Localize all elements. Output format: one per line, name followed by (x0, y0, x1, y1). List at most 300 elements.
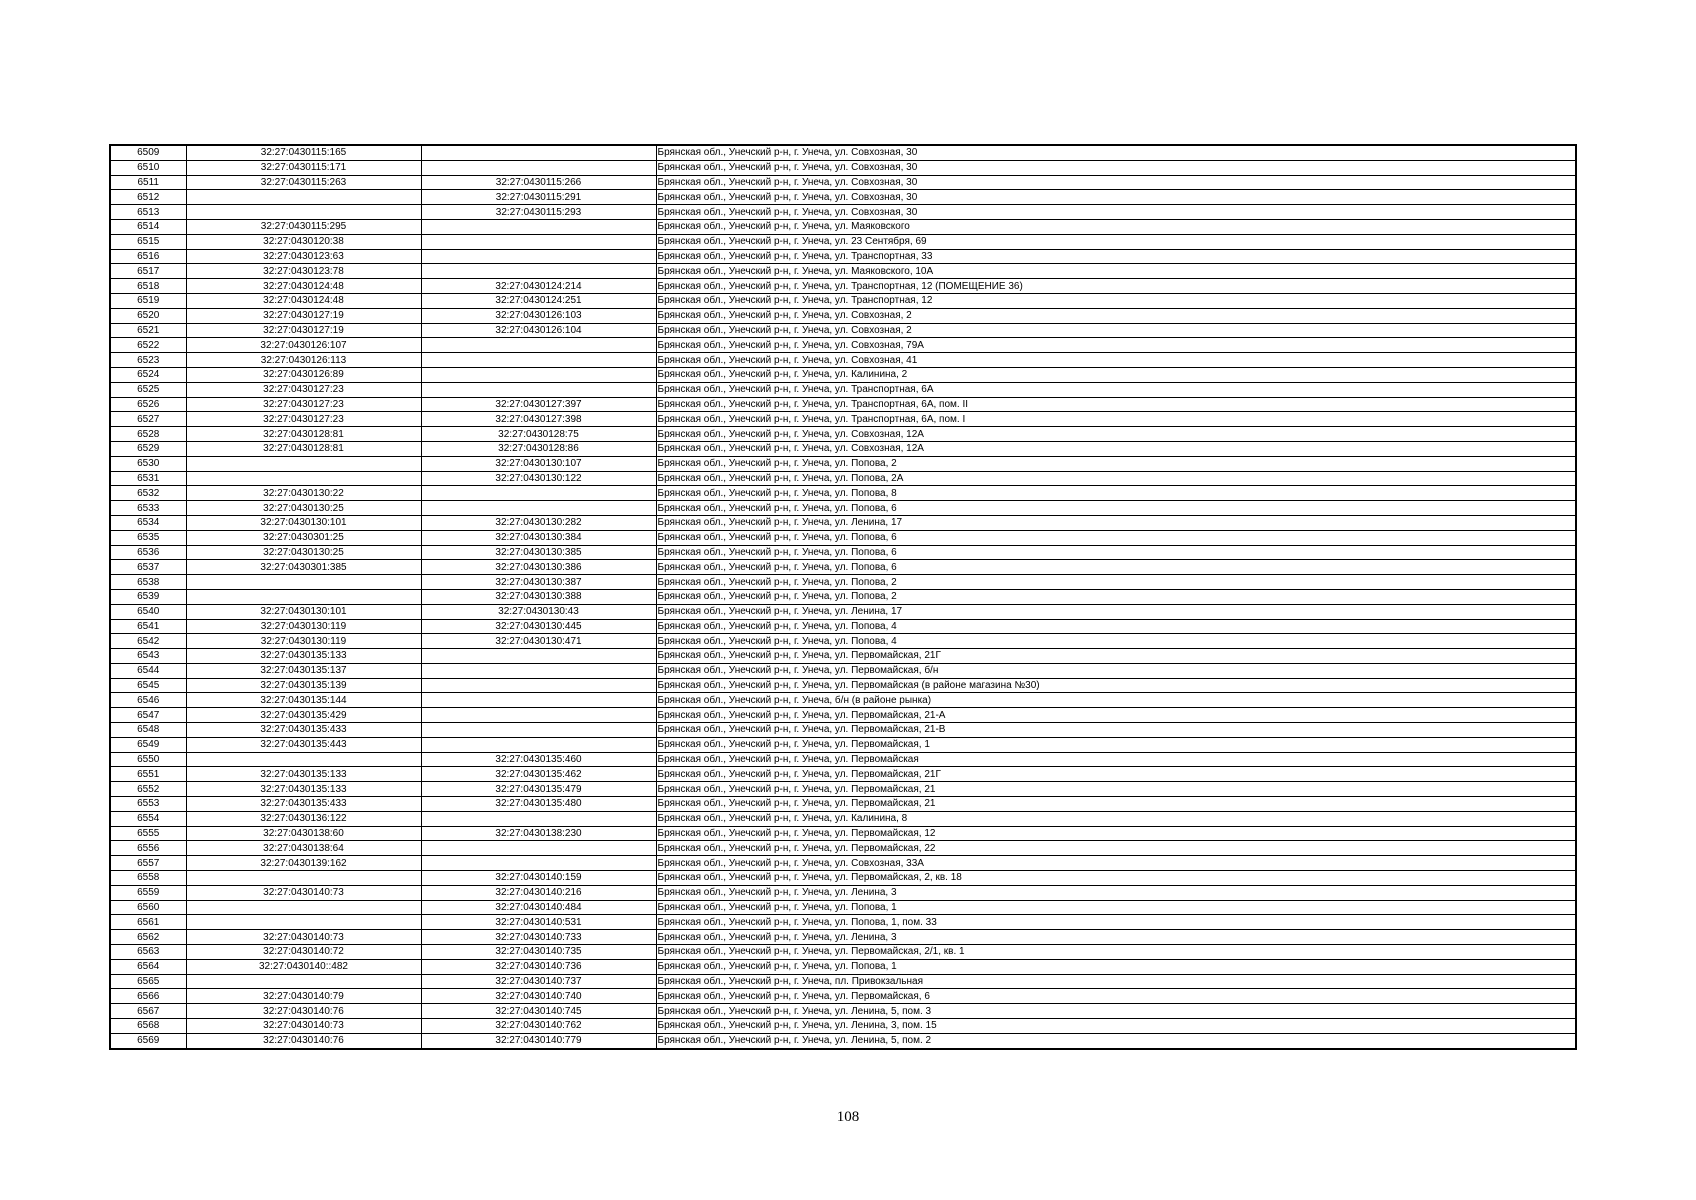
address-cell: Брянская обл., Унечский р-н, г. Унеча, ул. Попова, 1, пом. 33 (656, 915, 1576, 930)
row-number-cell: 6563 (110, 945, 186, 960)
address-cell: Брянская обл., Унечский р-н, г. Унеча, ул. Первомайская, 1 (656, 737, 1576, 752)
cadastral-number-cell: 32:27:0430115:165 (186, 145, 421, 160)
linked-cadastral-number-cell (421, 678, 656, 693)
linked-cadastral-number-cell (421, 219, 656, 234)
table-row (110, 708, 1576, 723)
cadastral-number-cell: 32:27:0430135:433 (186, 797, 421, 812)
row-number-cell: 6531 (110, 471, 186, 486)
table-row (110, 782, 1576, 797)
row-number-cell: 6527 (110, 412, 186, 427)
address-cell: Брянская обл., Унечский р-н, г. Унеча, ул. Совхозная, 30 (656, 205, 1576, 220)
table-row (110, 397, 1576, 412)
row-number-cell: 6567 (110, 1004, 186, 1019)
table-row (110, 190, 1576, 205)
address-cell: Брянская обл., Унечский р-н, г. Унеча, ул. Транспортная, 6А, пом. II (656, 397, 1576, 412)
cadastral-number-cell: 32:27:0430301:25 (186, 530, 421, 545)
row-number-cell: 6566 (110, 989, 186, 1004)
linked-cadastral-number-cell: 32:27:0430140:762 (421, 1019, 656, 1034)
row-number-cell: 6544 (110, 663, 186, 678)
cadastral-number-cell: 32:27:0430127:19 (186, 308, 421, 323)
cadastral-number-cell (186, 974, 421, 989)
linked-cadastral-number-cell: 32:27:0430140:779 (421, 1033, 656, 1048)
cadastral-number-cell: 32:27:0430139:162 (186, 856, 421, 871)
address-cell: Брянская обл., Унечский р-н, г. Унеча, ул. Совхозная, 30 (656, 145, 1576, 160)
row-number-cell: 6551 (110, 767, 186, 782)
table-row (110, 1004, 1576, 1019)
linked-cadastral-number-cell (421, 737, 656, 752)
page-number: 108 (836, 1109, 860, 1125)
address-cell: Брянская обл., Унечский р-н, г. Унеча, ул. Первомайская, 21-А (656, 708, 1576, 723)
address-cell: Брянская обл., Унечский р-н, г. Унеча, пл. Привокзальная (656, 974, 1576, 989)
address-cell: Брянская обл., Унечский р-н, г. Унеча, ул. Попова, 2 (656, 589, 1576, 604)
linked-cadastral-number-cell: 32:27:0430135:460 (421, 752, 656, 767)
address-cell: Брянская обл., Унечский р-н, г. Унеча, ул. 23 Сентября, 69 (656, 234, 1576, 249)
address-cell: Брянская обл., Унечский р-н, г. Унеча, ул. Калинина, 2 (656, 367, 1576, 382)
row-number-cell: 6554 (110, 811, 186, 826)
row-number-cell: 6516 (110, 249, 186, 264)
cadastral-number-cell: 32:27:0430138:64 (186, 841, 421, 856)
address-cell: Брянская обл., Унечский р-н, г. Унеча, ул. Попова, 2 (656, 456, 1576, 471)
cadastral-number-cell: 32:27:0430135:139 (186, 678, 421, 693)
row-number-cell: 6522 (110, 338, 186, 353)
table-row (110, 885, 1576, 900)
row-number-cell: 6543 (110, 649, 186, 664)
cadastral-number-cell: 32:27:0430130:25 (186, 501, 421, 516)
row-number-cell: 6538 (110, 575, 186, 590)
address-cell: Брянская обл., Унечский р-н, г. Унеча, ул. Попова, 2 (656, 575, 1576, 590)
cadastral-number-cell (186, 900, 421, 915)
cadastral-number-cell (186, 871, 421, 886)
row-number-cell: 6552 (110, 782, 186, 797)
table-row (110, 515, 1576, 530)
row-number-cell: 6569 (110, 1033, 186, 1048)
table-row (110, 441, 1576, 456)
table-row (110, 811, 1576, 826)
row-number-cell: 6521 (110, 323, 186, 338)
address-cell: Брянская обл., Унечский р-н, г. Унеча, ул. Ленина, 3, пом. 15 (656, 1019, 1576, 1034)
address-cell: Брянская обл., Унечский р-н, г. Унеча, ул. Совхозная, 2 (656, 323, 1576, 338)
table-row (110, 205, 1576, 220)
table-row (110, 293, 1576, 308)
linked-cadastral-number-cell: 32:27:0430140:735 (421, 945, 656, 960)
table-row (110, 367, 1576, 382)
row-number-cell: 6560 (110, 900, 186, 915)
table-row (110, 945, 1576, 960)
address-cell: Брянская обл., Унечский р-н, г. Унеча, ул. Калинина, 8 (656, 811, 1576, 826)
linked-cadastral-number-cell: 32:27:0430130:388 (421, 589, 656, 604)
linked-cadastral-number-cell: 32:27:0430128:75 (421, 427, 656, 442)
address-cell: Брянская обл., Унечский р-н, г. Унеча, ул. Совхозная, 12А (656, 441, 1576, 456)
row-number-cell: 6524 (110, 367, 186, 382)
linked-cadastral-number-cell: 32:27:0430140:216 (421, 885, 656, 900)
cadastral-number-cell (186, 205, 421, 220)
linked-cadastral-number-cell (421, 264, 656, 279)
linked-cadastral-number-cell (421, 145, 656, 160)
table-row (110, 826, 1576, 841)
cadastral-number-cell: 32:27:0430135:433 (186, 723, 421, 738)
address-cell: Брянская обл., Унечский р-н, г. Унеча, ул. Попова, 2А (656, 471, 1576, 486)
row-number-cell: 6510 (110, 160, 186, 175)
address-cell: Брянская обл., Унечский р-н, г. Унеча, ул. Попова, 4 (656, 619, 1576, 634)
address-cell: Брянская обл., Унечский р-н, г. Унеча, ул. Первомайская, 21Г (656, 767, 1576, 782)
row-number-cell: 6568 (110, 1019, 186, 1034)
cadastral-number-cell: 32:27:0430126:89 (186, 367, 421, 382)
address-cell: Брянская обл., Унечский р-н, г. Унеча, ул. Ленина, 17 (656, 515, 1576, 530)
address-cell: Брянская обл., Унечский р-н, г. Унеча, ул. Первомайская, 22 (656, 841, 1576, 856)
address-cell: Брянская обл., Унечский р-н, г. Унеча, ул. Транспортная, 33 (656, 249, 1576, 264)
table-row (110, 1019, 1576, 1034)
linked-cadastral-number-cell: 32:27:0430130:43 (421, 604, 656, 619)
cadastral-number-cell: 32:27:0430115:263 (186, 175, 421, 190)
linked-cadastral-number-cell (421, 367, 656, 382)
linked-cadastral-number-cell (421, 649, 656, 664)
address-cell: Брянская обл., Унечский р-н, г. Унеча, ул. Первомайская, 6 (656, 989, 1576, 1004)
address-cell: Брянская обл., Унечский р-н, г. Унеча, ул. Первомайская, 12 (656, 826, 1576, 841)
address-cell: Брянская обл., Унечский р-н, г. Унеча, ул. Маяковского, 10А (656, 264, 1576, 279)
row-number-cell: 6564 (110, 959, 186, 974)
row-number-cell: 6512 (110, 190, 186, 205)
linked-cadastral-number-cell: 32:27:0430140:736 (421, 959, 656, 974)
row-number-cell: 6528 (110, 427, 186, 442)
row-number-cell: 6550 (110, 752, 186, 767)
table-row (110, 279, 1576, 294)
cadastral-number-cell: 32:27:0430135:443 (186, 737, 421, 752)
row-number-cell: 6519 (110, 293, 186, 308)
cadastral-number-cell: 32:27:0430130:119 (186, 634, 421, 649)
address-cell: Брянская обл., Унечский р-н, г. Унеча, ул. Транспортная, 6А (656, 382, 1576, 397)
row-number-cell: 6530 (110, 456, 186, 471)
linked-cadastral-number-cell: 32:27:0430127:398 (421, 412, 656, 427)
row-number-cell: 6541 (110, 619, 186, 634)
linked-cadastral-number-cell (421, 856, 656, 871)
linked-cadastral-number-cell: 32:27:0430130:385 (421, 545, 656, 560)
cadastral-number-cell: 32:27:0430120:38 (186, 234, 421, 249)
linked-cadastral-number-cell (421, 501, 656, 516)
table-row (110, 634, 1576, 649)
table-row (110, 752, 1576, 767)
table-row (110, 545, 1576, 560)
linked-cadastral-number-cell: 32:27:0430115:291 (421, 190, 656, 205)
table-row (110, 249, 1576, 264)
table-body (110, 145, 1576, 1049)
row-number-cell: 6536 (110, 545, 186, 560)
cadastral-number-cell: 32:27:0430127:23 (186, 382, 421, 397)
linked-cadastral-number-cell: 32:27:0430124:251 (421, 293, 656, 308)
address-cell: Брянская обл., Унечский р-н, г. Унеча, ул. Попова, 1 (656, 900, 1576, 915)
address-cell: Брянская обл., Унечский р-н, г. Унеча, ул. Совхозная, 30 (656, 190, 1576, 205)
address-cell: Брянская обл., Унечский р-н, г. Унеча, ул. Первомайская, 21 (656, 797, 1576, 812)
cadastral-number-cell: 32:27:0430140:79 (186, 989, 421, 1004)
linked-cadastral-number-cell: 32:27:0430138:230 (421, 826, 656, 841)
table-row (110, 856, 1576, 871)
row-number-cell: 6525 (110, 382, 186, 397)
row-number-cell: 6520 (110, 308, 186, 323)
address-cell: Брянская обл., Унечский р-н, г. Унеча, ул. Совхозная, 79А (656, 338, 1576, 353)
cadastral-number-cell: 32:27:0430126:107 (186, 338, 421, 353)
table-row (110, 175, 1576, 190)
address-cell: Брянская обл., Унечский р-н, г. Унеча, ул. Маяковского (656, 219, 1576, 234)
cadastral-number-cell: 32:27:0430140:76 (186, 1033, 421, 1048)
table-row (110, 338, 1576, 353)
table-row (110, 871, 1576, 886)
address-cell: Брянская обл., Унечский р-н, г. Унеча, ул. Первомайская, 2, кв. 18 (656, 871, 1576, 886)
row-number-cell: 6562 (110, 930, 186, 945)
linked-cadastral-number-cell (421, 663, 656, 678)
table-row (110, 693, 1576, 708)
row-number-cell: 6537 (110, 560, 186, 575)
linked-cadastral-number-cell: 32:27:0430130:122 (421, 471, 656, 486)
cadastral-number-cell: 32:27:0430135:144 (186, 693, 421, 708)
address-cell: Брянская обл., Унечский р-н, г. Унеча, ул. Совхозная, 2 (656, 308, 1576, 323)
cadastral-number-cell: 32:27:0430130:119 (186, 619, 421, 634)
address-cell: Брянская обл., Унечский р-н, г. Унеча, ул. Первомайская (656, 752, 1576, 767)
cadastral-number-cell: 32:27:0430124:48 (186, 279, 421, 294)
row-number-cell: 6529 (110, 441, 186, 456)
row-number-cell: 6555 (110, 826, 186, 841)
cadastral-number-cell (186, 456, 421, 471)
row-number-cell: 6542 (110, 634, 186, 649)
cadastral-number-cell: 32:27:0430115:171 (186, 160, 421, 175)
linked-cadastral-number-cell: 32:27:0430140:733 (421, 930, 656, 945)
linked-cadastral-number-cell: 32:27:0430130:387 (421, 575, 656, 590)
row-number-cell: 6556 (110, 841, 186, 856)
row-number-cell: 6565 (110, 974, 186, 989)
table-row (110, 234, 1576, 249)
address-cell: Брянская обл., Унечский р-н, г. Унеча, ул. Совхозная, 30 (656, 175, 1576, 190)
row-number-cell: 6515 (110, 234, 186, 249)
table-row (110, 797, 1576, 812)
table-row (110, 663, 1576, 678)
table-row (110, 264, 1576, 279)
table-row (110, 959, 1576, 974)
table-row (110, 456, 1576, 471)
address-cell: Брянская обл., Унечский р-н, г. Унеча, ул. Ленина, 17 (656, 604, 1576, 619)
linked-cadastral-number-cell: 32:27:0430140:737 (421, 974, 656, 989)
address-cell: Брянская обл., Унечский р-н, г. Унеча, ул. Первомайская, 21Г (656, 649, 1576, 664)
row-number-cell: 6526 (110, 397, 186, 412)
table-row (110, 619, 1576, 634)
linked-cadastral-number-cell (421, 841, 656, 856)
cadastral-number-cell: 32:27:0430115:295 (186, 219, 421, 234)
table-row (110, 219, 1576, 234)
cadastral-number-cell: 32:27:0430128:81 (186, 427, 421, 442)
cadastral-number-cell (186, 575, 421, 590)
cadastral-number-cell: 32:27:0430127:23 (186, 397, 421, 412)
address-cell: Брянская обл., Унечский р-н, г. Унеча, б/н (в районе рынка) (656, 693, 1576, 708)
linked-cadastral-number-cell (421, 811, 656, 826)
address-cell: Брянская обл., Унечский р-н, г. Унеча, ул. Ленина, 3 (656, 930, 1576, 945)
row-number-cell: 6559 (110, 885, 186, 900)
table-row (110, 486, 1576, 501)
table-row (110, 427, 1576, 442)
linked-cadastral-number-cell: 32:27:0430130:107 (421, 456, 656, 471)
linked-cadastral-number-cell: 32:27:0430130:471 (421, 634, 656, 649)
address-cell: Брянская обл., Унечский р-н, г. Унеча, ул. Первомайская, 21 (656, 782, 1576, 797)
row-number-cell: 6518 (110, 279, 186, 294)
cadastral-number-cell: 32:27:0430127:23 (186, 412, 421, 427)
cadastral-number-cell: 32:27:0430130:22 (186, 486, 421, 501)
table-row (110, 353, 1576, 368)
table-row (110, 412, 1576, 427)
cadastral-number-cell (186, 752, 421, 767)
row-number-cell: 6533 (110, 501, 186, 516)
table-row (110, 471, 1576, 486)
cadastral-number-cell: 32:27:0430124:48 (186, 293, 421, 308)
table-row (110, 501, 1576, 516)
linked-cadastral-number-cell: 32:27:0430140:484 (421, 900, 656, 915)
table-row (110, 530, 1576, 545)
cadastral-number-cell: 32:27:0430138:60 (186, 826, 421, 841)
table-row (110, 841, 1576, 856)
cadastral-number-cell (186, 915, 421, 930)
address-cell: Брянская обл., Унечский р-н, г. Унеча, ул. Транспортная, 6А, пом. I (656, 412, 1576, 427)
cadastral-number-cell: 32:27:0430123:78 (186, 264, 421, 279)
cadastral-number-cell: 32:27:0430127:19 (186, 323, 421, 338)
address-cell: Брянская обл., Унечский р-н, г. Унеча, ул. Попова, 6 (656, 560, 1576, 575)
address-cell: Брянская обл., Унечский р-н, г. Унеча, ул. Совхозная, 30 (656, 160, 1576, 175)
address-cell: Брянская обл., Унечский р-н, г. Унеча, ул. Попова, 6 (656, 501, 1576, 516)
linked-cadastral-number-cell: 32:27:0430140:159 (421, 871, 656, 886)
row-number-cell: 6553 (110, 797, 186, 812)
address-cell: Брянская обл., Унечский р-н, г. Унеча, ул. Попова, 6 (656, 530, 1576, 545)
table-row (110, 308, 1576, 323)
linked-cadastral-number-cell (421, 382, 656, 397)
row-number-cell: 6557 (110, 856, 186, 871)
linked-cadastral-number-cell (421, 353, 656, 368)
linked-cadastral-number-cell: 32:27:0430126:103 (421, 308, 656, 323)
table-row (110, 900, 1576, 915)
table-row (110, 989, 1576, 1004)
cadastral-number-cell: 32:27:0430140:76 (186, 1004, 421, 1019)
address-cell: Брянская обл., Унечский р-н, г. Унеча, ул. Ленина, 5, пом. 3 (656, 1004, 1576, 1019)
row-number-cell: 6511 (110, 175, 186, 190)
cadastral-number-cell: 32:27:0430140:73 (186, 1019, 421, 1034)
cadastral-number-cell (186, 471, 421, 486)
linked-cadastral-number-cell (421, 486, 656, 501)
cadastral-number-cell: 32:27:0430135:133 (186, 782, 421, 797)
row-number-cell: 6545 (110, 678, 186, 693)
row-number-cell: 6509 (110, 145, 186, 160)
cadastral-number-cell: 32:27:0430135:133 (186, 649, 421, 664)
linked-cadastral-number-cell (421, 723, 656, 738)
cadastral-number-cell: 32:27:0430123:63 (186, 249, 421, 264)
linked-cadastral-number-cell: 32:27:0430130:386 (421, 560, 656, 575)
table-row (110, 382, 1576, 397)
table-row (110, 323, 1576, 338)
row-number-cell: 6561 (110, 915, 186, 930)
table-row (110, 678, 1576, 693)
linked-cadastral-number-cell: 32:27:0430140:745 (421, 1004, 656, 1019)
linked-cadastral-number-cell (421, 234, 656, 249)
row-number-cell: 6547 (110, 708, 186, 723)
linked-cadastral-number-cell: 32:27:0430130:445 (421, 619, 656, 634)
linked-cadastral-number-cell: 32:27:0430135:479 (421, 782, 656, 797)
cadastral-number-cell (186, 589, 421, 604)
linked-cadastral-number-cell (421, 160, 656, 175)
property-registry-table (109, 144, 1577, 1050)
linked-cadastral-number-cell: 32:27:0430135:480 (421, 797, 656, 812)
address-cell: Брянская обл., Унечский р-н, г. Унеча, ул. Попова, 1 (656, 959, 1576, 974)
table-row (110, 915, 1576, 930)
table-row (110, 575, 1576, 590)
row-number-cell: 6539 (110, 589, 186, 604)
cadastral-number-cell: 32:27:0430135:137 (186, 663, 421, 678)
linked-cadastral-number-cell: 32:27:0430140:531 (421, 915, 656, 930)
row-number-cell: 6534 (110, 515, 186, 530)
linked-cadastral-number-cell (421, 693, 656, 708)
linked-cadastral-number-cell: 32:27:0430140:740 (421, 989, 656, 1004)
table-row (110, 737, 1576, 752)
address-cell: Брянская обл., Унечский р-н, г. Унеча, ул. Транспортная, 12 (ПОМЕЩЕНИЕ 36) (656, 279, 1576, 294)
linked-cadastral-number-cell: 32:27:0430135:462 (421, 767, 656, 782)
table-row (110, 1033, 1576, 1048)
cadastral-number-cell: 32:27:0430136:122 (186, 811, 421, 826)
table-row (110, 145, 1576, 160)
address-cell: Брянская обл., Унечский р-н, г. Унеча, ул. Ленина, 5, пом. 2 (656, 1033, 1576, 1048)
row-number-cell: 6558 (110, 871, 186, 886)
linked-cadastral-number-cell: 32:27:0430126:104 (421, 323, 656, 338)
linked-cadastral-number-cell: 32:27:0430130:384 (421, 530, 656, 545)
cadastral-number-cell: 32:27:0430130:25 (186, 545, 421, 560)
row-number-cell: 6517 (110, 264, 186, 279)
cadastral-number-cell: 32:27:0430135:429 (186, 708, 421, 723)
cadastral-number-cell (186, 190, 421, 205)
linked-cadastral-number-cell: 32:27:0430128:86 (421, 441, 656, 456)
table-row (110, 767, 1576, 782)
table-row (110, 723, 1576, 738)
address-cell: Брянская обл., Унечский р-н, г. Унеча, ул. Первомайская, 21-В (656, 723, 1576, 738)
address-cell: Брянская обл., Унечский р-н, г. Унеча, ул. Ленина, 3 (656, 885, 1576, 900)
row-number-cell: 6540 (110, 604, 186, 619)
linked-cadastral-number-cell: 32:27:0430130:282 (421, 515, 656, 530)
linked-cadastral-number-cell (421, 249, 656, 264)
row-number-cell: 6549 (110, 737, 186, 752)
table-row (110, 160, 1576, 175)
address-cell: Брянская обл., Унечский р-н, г. Унеча, ул. Первомайская (в районе магазина №30) (656, 678, 1576, 693)
cadastral-number-cell: 32:27:0430140::482 (186, 959, 421, 974)
address-cell: Брянская обл., Унечский р-н, г. Унеча, ул. Попова, 6 (656, 545, 1576, 560)
row-number-cell: 6514 (110, 219, 186, 234)
linked-cadastral-number-cell: 32:27:0430115:293 (421, 205, 656, 220)
table-row (110, 604, 1576, 619)
address-cell: Брянская обл., Унечский р-н, г. Унеча, ул. Транспортная, 12 (656, 293, 1576, 308)
table-row (110, 974, 1576, 989)
linked-cadastral-number-cell (421, 708, 656, 723)
table-row (110, 589, 1576, 604)
row-number-cell: 6546 (110, 693, 186, 708)
address-cell: Брянская обл., Унечский р-н, г. Унеча, ул. Первомайская, б/н (656, 663, 1576, 678)
cadastral-number-cell: 32:27:0430128:81 (186, 441, 421, 456)
row-number-cell: 6532 (110, 486, 186, 501)
address-cell: Брянская обл., Унечский р-н, г. Унеча, ул. Совхозная, 41 (656, 353, 1576, 368)
address-cell: Брянская обл., Унечский р-н, г. Унеча, ул. Совхозная, 33А (656, 856, 1576, 871)
row-number-cell: 6548 (110, 723, 186, 738)
cadastral-number-cell: 32:27:0430140:73 (186, 930, 421, 945)
row-number-cell: 6535 (110, 530, 186, 545)
cadastral-number-cell: 32:27:0430130:101 (186, 604, 421, 619)
linked-cadastral-number-cell: 32:27:0430115:266 (421, 175, 656, 190)
cadastral-number-cell: 32:27:0430135:133 (186, 767, 421, 782)
row-number-cell: 6523 (110, 353, 186, 368)
address-cell: Брянская обл., Унечский р-н, г. Унеча, ул. Первомайская, 2/1, кв. 1 (656, 945, 1576, 960)
cadastral-number-cell: 32:27:0430301:385 (186, 560, 421, 575)
address-cell: Брянская обл., Унечский р-н, г. Унеча, ул. Совхозная, 12А (656, 427, 1576, 442)
linked-cadastral-number-cell: 32:27:0430127:397 (421, 397, 656, 412)
cadastral-number-cell: 32:27:0430140:72 (186, 945, 421, 960)
cadastral-number-cell: 32:27:0430130:101 (186, 515, 421, 530)
cadastral-number-cell: 32:27:0430140:73 (186, 885, 421, 900)
address-cell: Брянская обл., Унечский р-н, г. Унеча, ул. Попова, 4 (656, 634, 1576, 649)
